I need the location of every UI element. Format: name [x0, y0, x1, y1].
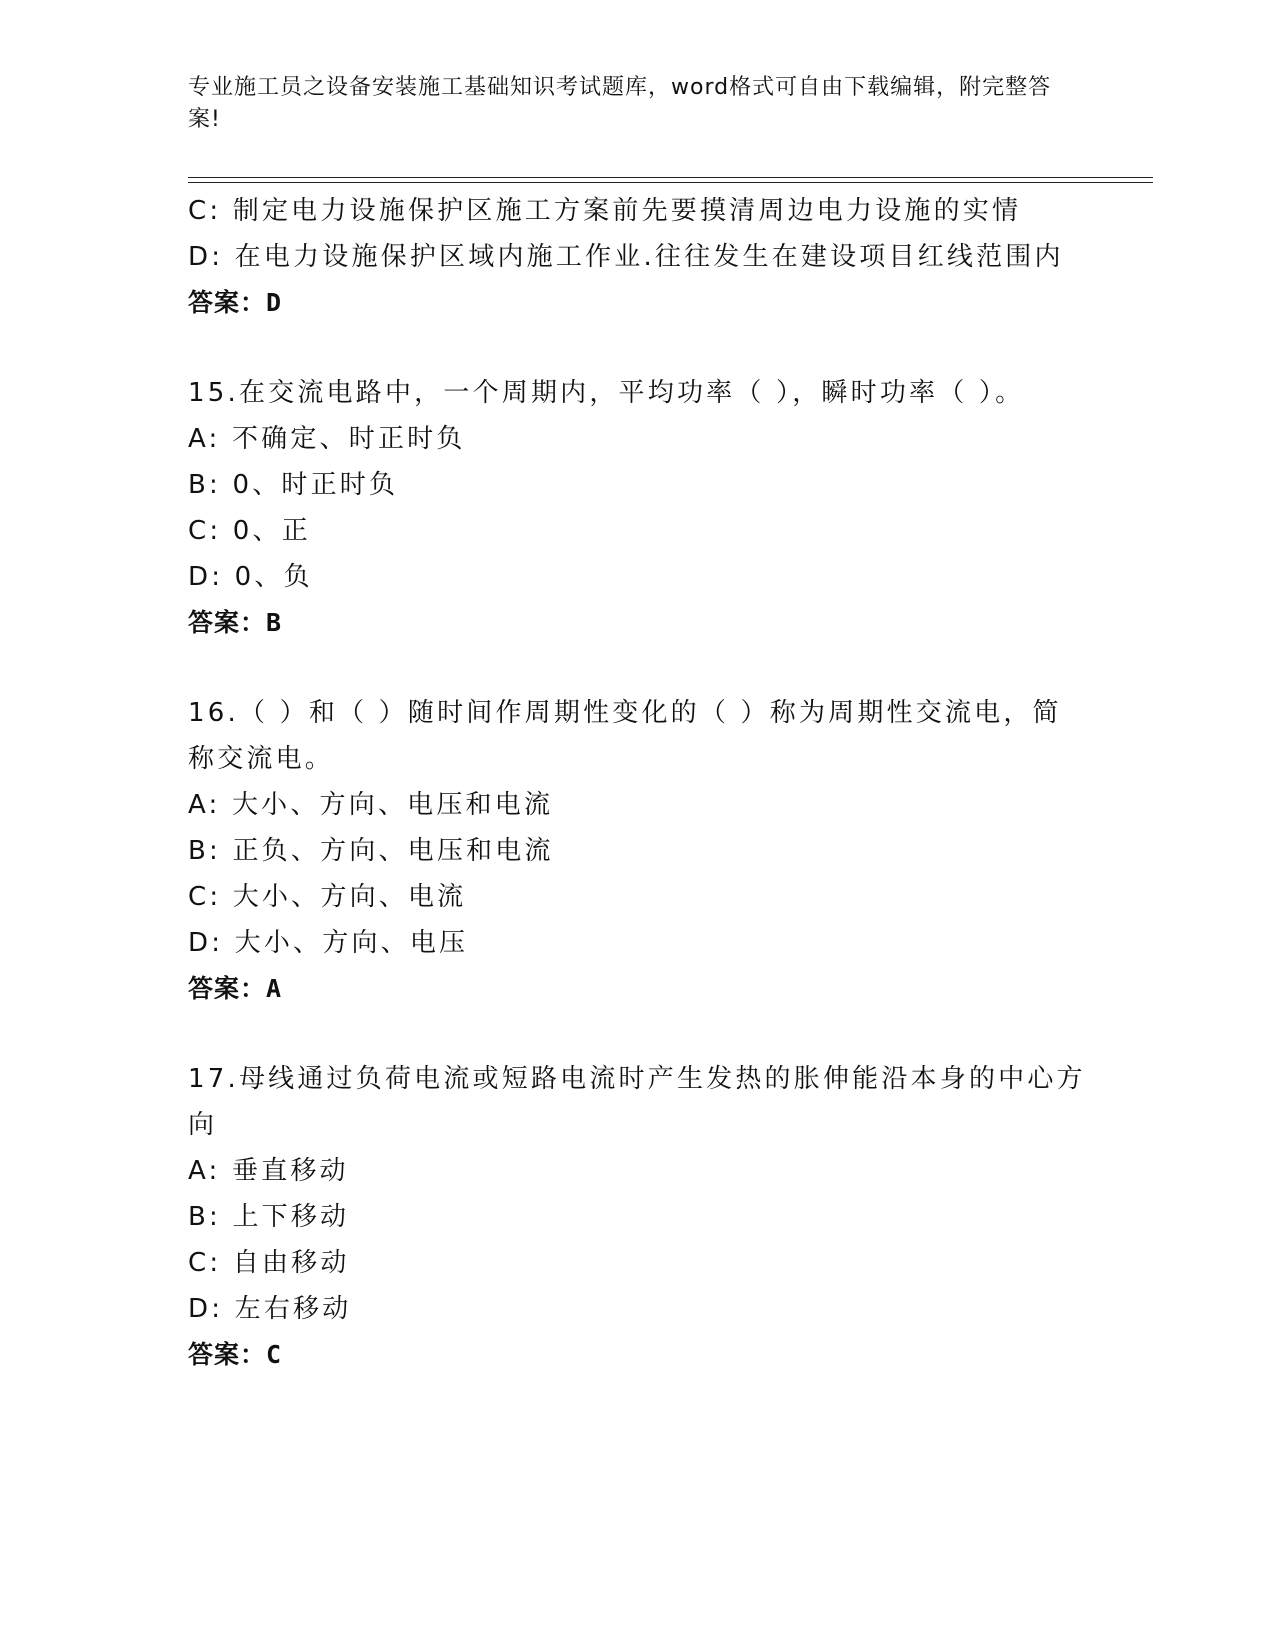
option-a: A: 大小、方向、电压和电流 [188, 790, 554, 820]
spacer [188, 1012, 1088, 1056]
document-header [188, 72, 1068, 136]
question-carryover [188, 188, 1088, 326]
question-stem-continued: 向 [188, 1110, 218, 1140]
question-15 [188, 370, 1088, 646]
header-divider-top [188, 177, 1153, 178]
question-stem: 15.在交流电路中，一个周期内，平均功率（ ），瞬时功率（ ）。 [188, 378, 1025, 408]
question-stem: 16.（ ）和（ ）随时间作周期性变化的（ ）称为周期性交流电，简 [188, 698, 1062, 728]
spacer [188, 326, 1088, 370]
option-b: B: 上下移动 [188, 1202, 350, 1232]
answer-line: 答案：B [188, 608, 283, 637]
option-d: D: 左右移动 [188, 1294, 352, 1324]
answer-line: 答案：D [188, 288, 283, 317]
answer-line: 答案：C [188, 1340, 283, 1369]
question-16 [188, 690, 1088, 1012]
option-a: A: 垂直移动 [188, 1156, 349, 1186]
header-divider-bottom [188, 182, 1153, 183]
option-c: C: 制定电力设施保护区施工方案前先要摸清周边电力设施的实情 [188, 196, 1022, 226]
question-stem: 17.母线通过负荷电流或短路电流时产生发热的胀伸能沿本身的中心方 [188, 1064, 1086, 1094]
option-c: C: 0、正 [188, 516, 311, 546]
option-b: B: 0、时正时负 [188, 470, 399, 500]
option-a: A: 不确定、时正时负 [188, 424, 466, 454]
question-17 [188, 1056, 1088, 1378]
option-d: D: 在电力设施保护区域内施工作业.往往发生在建设项目红线范围内 [188, 242, 1064, 272]
option-d: D: 0、负 [188, 562, 313, 592]
spacer [188, 646, 1088, 690]
option-d: D: 大小、方向、电压 [188, 928, 469, 958]
option-b: B: 正负、方向、电压和电流 [188, 836, 554, 866]
header-title: 专业施工员之设备安装施工基础知识考试题库，word格式可自由下载编辑，附完整答案! [188, 75, 1052, 132]
answer-line: 答案：A [188, 974, 283, 1003]
question-stem-continued: 称交流电。 [188, 744, 335, 774]
question-list [188, 188, 1088, 1378]
option-c: C: 自由移动 [188, 1248, 350, 1278]
option-c: C: 大小、方向、电流 [188, 882, 467, 912]
